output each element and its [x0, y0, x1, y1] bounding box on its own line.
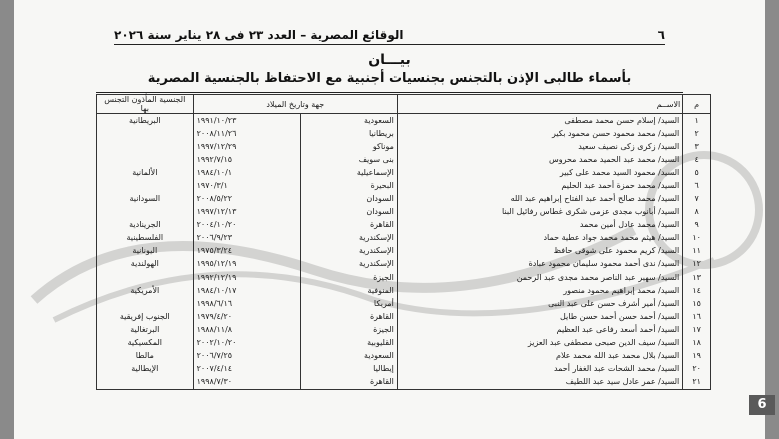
page-number: ٦ [657, 28, 665, 42]
subtitle-divider [96, 92, 683, 93]
row-birth-date: ١٩٨٤/١٠/١ [193, 166, 301, 179]
row-birth-place: موناكو [301, 140, 398, 153]
table-row [97, 363, 711, 376]
row-number: ١١ [683, 245, 711, 258]
table-row [97, 323, 711, 336]
row-birth-date: ١٩٩٥/١٢/١٩ [193, 258, 301, 271]
row-number: ١٧ [683, 323, 711, 336]
row-birth-date: ١٩٩٧/١٢/١٣ [193, 206, 301, 219]
row-birth-place: القاهرة [301, 376, 398, 390]
row-name: السيد/ أمير أشرف حسن على عبد النبى [397, 297, 682, 310]
row-name: السيد/ زكرى زكى نصيف سعيد [397, 140, 682, 153]
row-birth-place: السعودية [301, 114, 398, 128]
row-birth-place: إيطاليا [301, 363, 398, 376]
row-birth-place: القاهرة [301, 310, 398, 323]
row-birth-date: ١٩٧٠/٣/١ [193, 179, 301, 192]
row-birth-date: ٢٠٠٤/١٠/٢٠ [193, 219, 301, 232]
row-birth-date: ١٩٩١/١٠/٢٣ [193, 114, 301, 128]
table-row [97, 232, 711, 245]
row-nationality [97, 153, 194, 166]
table-body [97, 114, 711, 390]
row-nationality: المكسيكية [97, 336, 194, 349]
table-row [97, 310, 711, 323]
table-row [97, 140, 711, 153]
row-nationality: البريطانية [97, 114, 194, 128]
publication-line: الوقائع المصرية – العدد ٢٣ فى ٢٨ يناير سنة ٢٠٢٦ [114, 28, 404, 42]
row-nationality [97, 127, 194, 140]
document-subtitle: بأسماء طالبى الإذن بالتجنس بجنسيات أجنبية مع الاحتفاظ بالجنسية المصرية [147, 71, 632, 86]
row-number: ٥ [683, 166, 711, 179]
document-page [14, 0, 765, 439]
row-birth-date: ١٩٨٨/١١/٨ [193, 323, 301, 336]
table-row [97, 206, 711, 219]
row-nationality: الهولندية [97, 258, 194, 271]
row-name: السيد/ عمر عادل سيد عبد اللطيف [397, 376, 682, 390]
row-birth-date: ٢٠٠٢/١٠/٢٠ [193, 336, 301, 349]
row-name: السيد/ هيثم محمد محمد جواد عطية حماد [397, 232, 682, 245]
row-birth-place: السعودية [301, 349, 398, 362]
row-birth-date: ٢٠٠٨/٥/٢٢ [193, 193, 301, 206]
row-number: ٩ [683, 219, 711, 232]
row-birth-date: ١٩٧٥/٣/٢٤ [193, 245, 301, 258]
header-divider [114, 44, 665, 45]
row-name: السيد/ ندى أحمد محمود سليمان محمود عبادة [397, 258, 682, 271]
row-name: السيد/ محمد محمود حسن محمود بكير [397, 127, 682, 140]
row-birth-date: ١٩٧٩/٤/٢٠ [193, 310, 301, 323]
row-birth-place: البحيرة [301, 179, 398, 192]
row-name: السيد/ محمد صالح أحمد عبد الفتاح إبراهيم عبد الله [397, 193, 682, 206]
row-birth-date: ١٩٩٨/٦/١٦ [193, 297, 301, 310]
row-number: ١٣ [683, 271, 711, 284]
row-number: ٧ [683, 193, 711, 206]
row-number: ٢٠ [683, 363, 711, 376]
column-header-nationality: الجنسية المأذون التجنس بها [97, 95, 194, 114]
row-number: ٢ [683, 127, 711, 140]
running-header [114, 28, 665, 44]
table-row [97, 114, 711, 128]
row-number: ١٢ [683, 258, 711, 271]
table-row [97, 336, 711, 349]
row-birth-date: ١٩٩٨/٧/٣٠ [193, 376, 301, 390]
row-birth-place: الإسكندرية [301, 258, 398, 271]
row-name: السيد/ محمد عبد الحميد محمد محروس [397, 153, 682, 166]
table-row [97, 376, 711, 390]
row-birth-place: بنى سويف [301, 153, 398, 166]
document-title: بيـــان [368, 52, 411, 68]
row-birth-date: ١٩٩٢/٧/١٥ [193, 153, 301, 166]
row-birth-date: ٢٠٠٧/٤/١٤ [193, 363, 301, 376]
table-row [97, 271, 711, 284]
row-birth-place: السودان [301, 206, 398, 219]
row-birth-place: الجيزة [301, 271, 398, 284]
row-birth-place: الجيزة [301, 323, 398, 336]
row-birth-place: الإسكندرية [301, 245, 398, 258]
row-name: السيد/ محمد الشحات عبد الغفار أحمد [397, 363, 682, 376]
row-birth-place: الإسماعيلية [301, 166, 398, 179]
table-row [97, 258, 711, 271]
row-nationality: الجرينادية [97, 219, 194, 232]
table-row [97, 179, 711, 192]
row-nationality: الجنوب إفريقية [97, 310, 194, 323]
table-header-row [97, 95, 711, 114]
row-birth-place: القليوبية [301, 336, 398, 349]
row-nationality [97, 376, 194, 390]
row-birth-place: أمريكا [301, 297, 398, 310]
row-name: السيد/ أحمد حسن أحمد حسن طايل [397, 310, 682, 323]
row-name: السيد/ أحمد أسعد رفاعى عبد العظيم [397, 323, 682, 336]
row-number: ٦ [683, 179, 711, 192]
row-number: ١٦ [683, 310, 711, 323]
row-number: ١٠ [683, 232, 711, 245]
table-row [97, 245, 711, 258]
row-nationality: الأمريكية [97, 284, 194, 297]
row-nationality: الفلسطينية [97, 232, 194, 245]
row-name: السيد/ محمد إبراهيم محمود منصور [397, 284, 682, 297]
column-header-name: الاســم [397, 95, 682, 114]
table-row [97, 284, 711, 297]
row-nationality: مالطا [97, 349, 194, 362]
row-birth-date: ٢٠٠٦/٧/٢٥ [193, 349, 301, 362]
row-nationality: الألمانية [97, 166, 194, 179]
row-number: ٨ [683, 206, 711, 219]
table-row [97, 297, 711, 310]
row-name: السيد/ كريم محمود على شوقى حافظ [397, 245, 682, 258]
row-name: السيد/ إسلام حسن محمد مصطفى [397, 114, 682, 128]
row-number: ١ [683, 114, 711, 128]
row-nationality [97, 271, 194, 284]
row-birth-place: السودان [301, 193, 398, 206]
row-nationality: البرتغالية [97, 323, 194, 336]
row-number: ١٨ [683, 336, 711, 349]
row-number: ٣ [683, 140, 711, 153]
row-number: ١٩ [683, 349, 711, 362]
row-birth-date: ٢٠٠٨/١١/٢٦ [193, 127, 301, 140]
row-name: السيد/ محمود السيد محمد على كبير [397, 166, 682, 179]
row-number: ١٤ [683, 284, 711, 297]
row-nationality [97, 140, 194, 153]
row-name: السيد/ محمد عادل أمين محمد [397, 219, 682, 232]
table-row [97, 219, 711, 232]
row-nationality [97, 297, 194, 310]
row-nationality: اليونانية [97, 245, 194, 258]
table-row [97, 349, 711, 362]
row-nationality: السودانية [97, 193, 194, 206]
column-header-place-date: جهة وتاريخ الميلاد [193, 95, 397, 114]
row-birth-place: الإسكندرية [301, 232, 398, 245]
row-name: السيد/ بلال محمد عبد الله محمد علام [397, 349, 682, 362]
row-name: السيد/ سيف الدين صبحى مصطفى عبد العزيز [397, 336, 682, 349]
row-number: ٢١ [683, 376, 711, 390]
page-badge: 6 [749, 395, 775, 415]
names-table [96, 94, 711, 390]
row-birth-date: ١٩٩٧/١٢/٢٩ [193, 140, 301, 153]
row-birth-date: ١٩٨٤/١٠/١٧ [193, 284, 301, 297]
table-row [97, 166, 711, 179]
row-number: ٤ [683, 153, 711, 166]
row-number: ١٥ [683, 297, 711, 310]
row-name: السيد/ سهير عبد الناصر محمد مجدى عبد الرحمن [397, 271, 682, 284]
table-row [97, 127, 711, 140]
row-birth-date: ٢٠٠٦/٩/٢٣ [193, 232, 301, 245]
row-birth-place: القاهرة [301, 219, 398, 232]
row-name: السيد/ أبانوب مجدى عزمى شكرى غطاس رفائيل البنا [397, 206, 682, 219]
row-birth-date: ١٩٩٢/١٢/١٩ [193, 271, 301, 284]
row-nationality [97, 179, 194, 192]
row-name: السيد/ محمد حمزة أحمد عبد الحليم [397, 179, 682, 192]
row-nationality: الإيطالية [97, 363, 194, 376]
table-row [97, 193, 711, 206]
table-row [97, 153, 711, 166]
row-nationality [97, 206, 194, 219]
column-header-num: م [683, 95, 711, 114]
row-birth-place: المنوفية [301, 284, 398, 297]
row-birth-place: بريطانيا [301, 127, 398, 140]
